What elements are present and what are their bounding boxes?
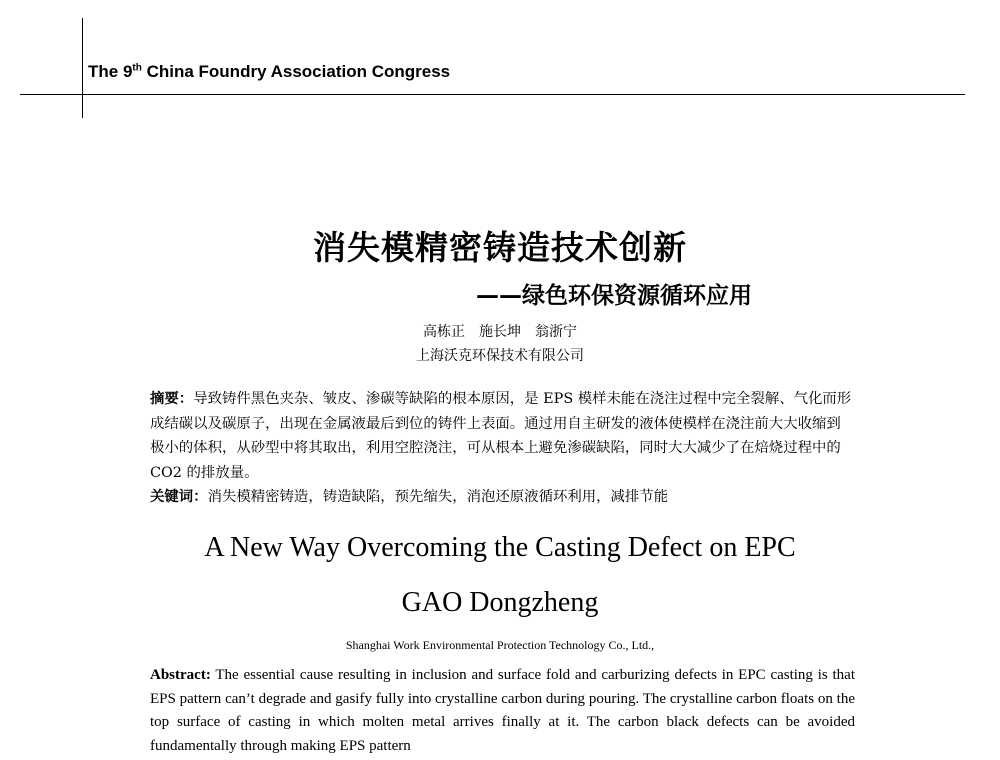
abstract-english-label: Abstract: — [150, 667, 211, 683]
paper-subtitle-chinese: ——绿色环保资源循环应用 — [476, 283, 752, 309]
header-vertical-rule — [82, 18, 83, 118]
abstract-chinese-block — [150, 387, 855, 510]
authors-chinese: 高栋正 施长坤 翁浙宁 — [423, 324, 577, 340]
abstract-english-text: The essential cause resulting in inclusion and surface fold and carburizing defects in EPC casting is that EPS pattern can’t degrade and gasify fully into crystalline carbon during pouring. The crystalline carbon floats on the top surface of casting in which molten metal arrives finally at it. The carbon black defects can be avoided fundamentally through making EPS pattern — [150, 667, 855, 754]
paper-title-chinese: 消失模精密铸造技术创新 — [313, 228, 687, 267]
running-header — [88, 62, 450, 82]
running-header-suffix: China Foundry Association Congress — [141, 62, 451, 81]
paper-title-english: A New Way Overcoming the Casting Defect on EPC — [204, 532, 796, 563]
keywords-chinese-text: 消失模精密铸造，铸造缺陷，预先缩失，消泡还原液循环利用，减排节能 — [207, 489, 669, 505]
header-horizontal-rule — [20, 94, 965, 95]
author-english: GAO Dongzheng — [401, 587, 599, 618]
running-header-superscript: th — [132, 62, 142, 74]
affiliation-english: Shanghai Work Environmental Protection Technology Co., Ltd., — [345, 638, 655, 652]
abstract-english — [150, 664, 855, 758]
affiliation-chinese: 上海沃克环保技术有限公司 — [416, 348, 584, 364]
abstract-chinese-text: 导致铸件黑色夹杂、皱皮、渗碳等缺陷的根本原因，是 EPS 模样未能在浇注过程中完全裂解、气化而形成结碳以及碳原子，出现在金属液最后到位的铸件上表面。通过用自主研发的液体使模样在浇注前大大收缩到极小的体积，从砂型中将其取出，利用空腔浇注，可从根本上避免渗碳缺陷，同时大大减少了在焙烧过程中的 CO2 的排放量。 — [150, 391, 852, 481]
keywords-chinese-label: 关键词： — [150, 488, 208, 505]
keywords-chinese — [150, 485, 855, 510]
abstract-chinese — [150, 387, 855, 485]
running-header-prefix: The 9 — [88, 62, 133, 81]
abstract-chinese-label: 摘要： — [150, 390, 194, 407]
